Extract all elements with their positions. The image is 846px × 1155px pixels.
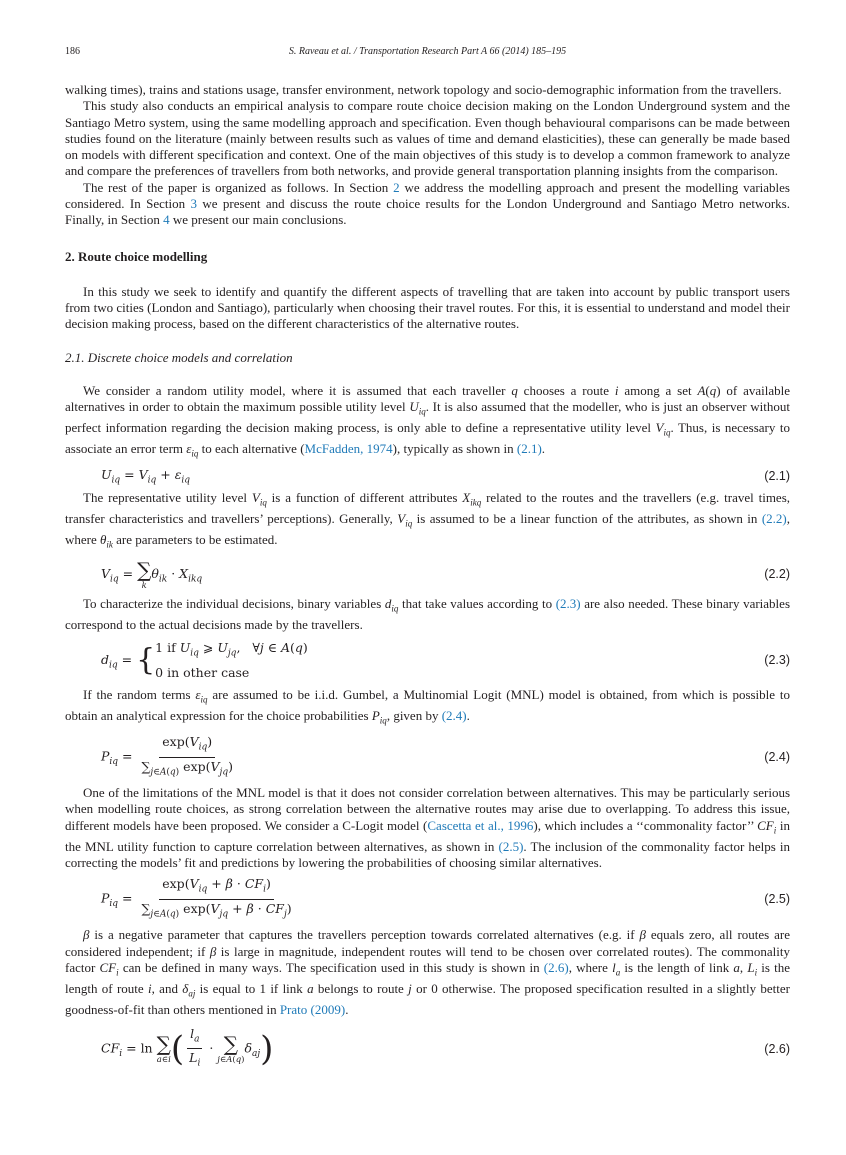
beta-paragraph: β is a negative parameter that captures the travellers perception towards correlated alternatives (e.g. if β equals zero, all routes are considered independent; if β is large in magnitude, independent routes will tend to be chosen over correlated routes). The commonality factor $CF_i$ can be defined in many ways. The specification used in this study is shown in (2.6), where $l_a$ is the length of link a, $L_i$ is the length of route i, and $\delta_{aj}$ is equal to 1 if link a belongs to route j or 0 otherwise. The proposed specification resulted in a slightly better goodness-of-fit than others mentioned in Prato (2009). — [65, 927, 791, 1017]
equation-2-2-number: (2.2) — [764, 567, 790, 582]
subsection-heading: 2.1. Discrete choice models and correlation — [65, 349, 293, 365]
eq-2-4-link[interactable]: (2.4) — [441, 708, 467, 724]
mcfadden-citation-link[interactable]: McFadden, 1974 — [304, 440, 393, 456]
equation-2-6-body: $CF_i = \ln$ ∑ a∈i ( $\frac{l_a}{L_i}$ · ∑ j∈A(q) $\delta_{aj}$) — [101, 1025, 274, 1069]
utility-paragraph: We consider a random utility model, where it is assumed that each traveller q chooses a route i among a set A(q) of available alternatives in order to obtain the maximum possible utility level $U_{iq}$. It is also assumed that the modeller, who is just an observer without perfect information regarding the decision making process, is only able to define a representative utility level $V_{iq}$. Thus, is necessary to associate an error term $\varepsilon_{iq}$ to each alternative (McFadden, 1974), typically as shown in (2.1). — [65, 382, 790, 459]
equation-2-1 — [65, 467, 790, 486]
correlation-paragraph: One of the limitations of the MNL model is that it does not consider correlation between alternatives. This may be particularly serious when modelling route choices, as strong correlation between the alternative routes may arise due to overlapping. To address this issue, different models have been proposed. We consider a C-Logit model (Cascetta et al., 1996), which includes a ‘‘commonality factor’’ $CF_i$ in the MNL utility function to capture correlation between alternatives, as shown in (2.5). The inclusion of the commonality factor helps in correcting the models’ fit and predictions by lowering the probabilities of choosing similar alternatives. — [65, 785, 790, 870]
equation-2-2 — [65, 558, 790, 591]
article-page — [65, 46, 790, 1077]
section-2-paragraph: In this study we seek to identify and quantify the different aspects of travelling that are taken into account by public transport users from two cities (London and Santiago), particularly when choosing their travel routes. For this, it is essential to understand and model their decision making process, based on the different characteristics of the alternative routes. — [65, 283, 790, 332]
journal-citation: S. Raveau et al. / Transportation Research Part A 66 (2014) 185–195 — [288, 46, 567, 57]
equation-2-1-body: $U_{iq} = V_{iq} + \varepsilon_{iq}$ — [101, 466, 191, 486]
intro-paragraph-3: The rest of the paper is organized as follows. In Section 2 we address the modelling approach and present the modelling variables considered. In Section 3 we present and discuss the route choice results for the London Underground and Santiago Metro networks. Finally, in Section 4 we present our main conclusions. — [65, 179, 790, 228]
equation-2-2-body: $V_{iq}$ = ∑ k $\theta_{ik} \cdot X_{ikq}$ — [101, 557, 203, 591]
equation-2-4 — [65, 734, 790, 780]
page-number: 186 — [65, 46, 80, 57]
equation-2-4-number: (2.4) — [764, 750, 790, 765]
equation-2-1-number: (2.1) — [764, 468, 790, 483]
intro-paragraph-2: This study also conducts an empirical analysis to compare route choice decision making on the London Underground system and the Santiago Metro system, using the same modelling approach and specification. Even though behavioural comparisons can be made between studies found on the literature (mainly between results such as values of time and demand elasticities), these can generally be made based on models with different specification and context. One of the main objectives of this study is to develop a common framework to analyze and compare the preferences of travellers from both networks, and provide general transportation planning insights from the comparison. — [65, 98, 790, 179]
section-4-link[interactable]: 4 — [163, 212, 170, 228]
section-3-link[interactable]: 3 — [190, 196, 198, 212]
equation-2-3-number: (2.3) — [764, 653, 790, 668]
equation-2-4-body: $P_{iq}$ = $\frac{\exp(V_{iq})}{\sum_{j\in A(q)} \exp(V_{jq})}$ — [101, 734, 233, 778]
eq-2-6-link[interactable]: (2.6) — [543, 959, 569, 975]
mnl-paragraph: If the random terms $\varepsilon_{iq}$ are assumed to be i.i.d. Gumbel, a Multinomial Logit (MNL) model is obtained, from which is possible to obtain an analytical expression for the choice probabilities $P_{iq}$, given by (2.4). — [65, 687, 790, 726]
equation-2-5-body: $P_{iq}$ = $\frac{\exp(V_{iq} + \beta \cdot CF_i)}{\sum_{j\in A(q)} \exp(V_{jq} + \beta \cdot CF_j)}$ — [101, 876, 292, 920]
section-heading: 2. Route choice modelling — [65, 248, 208, 264]
equation-2-5-number: (2.5) — [764, 892, 790, 907]
section-2-link[interactable]: 2 — [393, 179, 400, 195]
equation-2-3-body: $d_{iq}$ = { 1 if $U_{iq}$ ⩾ $U_{jq}$, ∀j ∈ A(q) 0 in other case — [101, 639, 308, 681]
equation-2-3 — [65, 638, 790, 683]
eq-2-2-link[interactable]: (2.2) — [761, 510, 787, 526]
prato-citation-link[interactable]: Prato (2009) — [279, 1001, 346, 1017]
cascetta-citation-link[interactable]: Cascetta et al., 1996 — [427, 817, 534, 833]
intro-paragraph-1: walking times), trains and stations usage, transfer environment, network topology and socio-demographic information from the travellers. — [65, 82, 782, 97]
eq-2-5-link[interactable]: (2.5) — [498, 838, 524, 854]
equation-2-6-number: (2.6) — [764, 1041, 790, 1056]
equation-2-5 — [65, 876, 790, 922]
eq-2-1-link[interactable]: (2.1) — [516, 440, 542, 456]
eq-2-3-link[interactable]: (2.3) — [555, 595, 581, 611]
representative-utility-paragraph: The representative utility level $V_{iq}$ is a function of different attributes $X_{ikq}$ related to the routes and the travellers (e.g. travel times, transfer characteristics and travellers’ perceptions). Generally, $V_{iq}$ is assumed to be a linear function of the attributes, as shown in (2.2), where $\theta_{ik}$ are parameters to be estimated. — [65, 490, 791, 550]
running-header — [65, 46, 790, 58]
equation-2-6 — [65, 1026, 790, 1072]
binary-variables-paragraph: To characterize the individual decisions, binary variables $d_{iq}$ that take values according to (2.3) are also needed. These binary variables correspond to the actual decisions made by the travellers. — [65, 595, 790, 632]
